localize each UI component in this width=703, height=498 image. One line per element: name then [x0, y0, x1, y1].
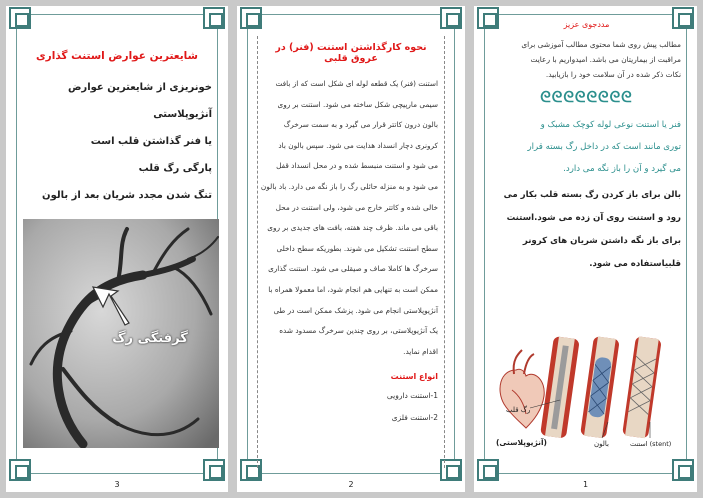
stent-illustration	[490, 330, 684, 460]
page-number: 2	[348, 480, 354, 489]
stent-types-title: انواع استنت	[390, 372, 438, 382]
definition-text	[492, 114, 681, 180]
body-text	[492, 184, 681, 276]
text-line: استنت (فنر) یک قطعه لوله ای شکل است که از بافت	[275, 79, 438, 88]
text-line: اقدام نماید.	[403, 346, 438, 356]
text-line: مطالب پیش روی شما محتوی مطالب آموزشی برای	[521, 40, 681, 49]
page-2-content	[257, 36, 445, 468]
text-line: ممکن است به تنهایی هم انجام شود، اما معمولا همراه با	[268, 284, 438, 294]
text-line: بالن برای باز کردن رگ بسته قلب بکار می	[503, 190, 681, 200]
stent-types-list	[264, 385, 438, 429]
frame-corner-ornament	[240, 7, 262, 29]
heart-icon	[500, 350, 544, 428]
page-title: شایعترین عوارض استنت گذاری	[36, 50, 198, 62]
angiogram-image	[23, 219, 219, 448]
text-line: آنژیوپلاستی انجام می شود. پزشک ممکن است در طی	[273, 305, 438, 315]
page-number: 1	[582, 480, 589, 489]
frame-corner-ornament	[477, 459, 499, 481]
frame-corner-ornament	[9, 7, 31, 29]
text-line: بالون درون کاتتر قرار می گیرد و به سمت سرخرگ	[283, 120, 438, 130]
balloon-label: بالون	[594, 440, 609, 448]
text-line: فنر یا استنت نوعی لوله کوچک مشبک و	[540, 120, 681, 130]
text-line: سطح استنت تشکیل می شوند. بطوریکه سطح داخلی	[276, 243, 438, 253]
text-line: قلبیاستفاده می شود.	[589, 259, 681, 269]
page-3	[6, 6, 228, 492]
greeting: مددجوی عزیز	[563, 20, 610, 29]
text-line: پارگی رگ قلب	[138, 163, 212, 174]
text-line: تنگ شدن مجدد شریان بعد از بالون	[42, 190, 212, 201]
text-line: یک آنژیوپلاستی، بر روی چندین سرخرگ مسدود شده	[279, 326, 438, 336]
frame-corner-ornament	[203, 7, 225, 29]
text-line: رود و استنت روی آن زده می شود.استنت	[506, 213, 681, 223]
text-line: مراقبت از بیماریتان می باشد. امیدواریم با رعایت	[530, 55, 681, 64]
text-line: باقی می ماند. ظرف چند هفته، بافت های جدیدی بر روی	[267, 223, 438, 233]
text-line: خونریزی از شایعترین عوارض آنژیوپلاستی	[67, 82, 212, 120]
page-1-content	[492, 20, 681, 276]
image-caption: گرفتگی رگ	[112, 331, 188, 346]
text-line: توری مانند است که در داخل رگ بسته قرار	[527, 142, 681, 152]
vessel-label: رگ قلب	[506, 406, 531, 414]
frame-corner-ornament	[9, 459, 31, 481]
text-line: سیمی مارپیچی شکل ساخته می شود. استنت بر روی	[277, 99, 438, 109]
ornament-divider: ᘓᘓᘓᘓᘓᘓᘓᘓ	[540, 88, 633, 106]
frame-corner-ornament	[203, 459, 225, 481]
text-line: سرخرگ ها کاملا صاف و صیقلی می شود. استنت گذاری	[268, 264, 438, 274]
page-2	[237, 6, 465, 492]
text-line: نکات ذکر شده در آن سلامت خود را بازیابید.	[545, 70, 681, 79]
text-line: می گیرد و آن را باز نگه می دارد.	[563, 164, 681, 174]
text-line: کرونری دچار انسداد هدایت می شود. سپس بالون باد	[278, 140, 438, 150]
stent-label: (stent) استنت	[630, 440, 672, 448]
page-1	[474, 6, 697, 492]
list-item: 2-استنت فلزی	[391, 413, 438, 423]
text-line: یا فنر گذاشتن قلب است	[90, 136, 212, 147]
page-title: نحوه کارگذاشتن استنت (فنر) در عروق قلبی	[275, 42, 427, 64]
angioplasty-label: (آنژیوپلاستی)	[496, 438, 547, 447]
frame-corner-ornament	[672, 459, 694, 481]
intro-text	[492, 37, 681, 82]
text-line: می شود و به منزله حائلی رگ را باز نگه می دارد. باد بالون	[260, 181, 438, 191]
page-number: 3	[114, 480, 120, 489]
text-line: خالی شده و کاتتر خارج می شود، ولی استنت در محل	[275, 202, 438, 212]
text-line: می شود و استنت منبسط شده و در محل انسداد قفل	[276, 161, 438, 171]
list-item: 1-استنت دارویی	[386, 391, 438, 401]
text-line: برای باز نگه داشتن شریان های کرونر	[522, 236, 681, 246]
page-2-paragraph	[260, 74, 438, 362]
frame-corner-ornament	[440, 7, 462, 29]
